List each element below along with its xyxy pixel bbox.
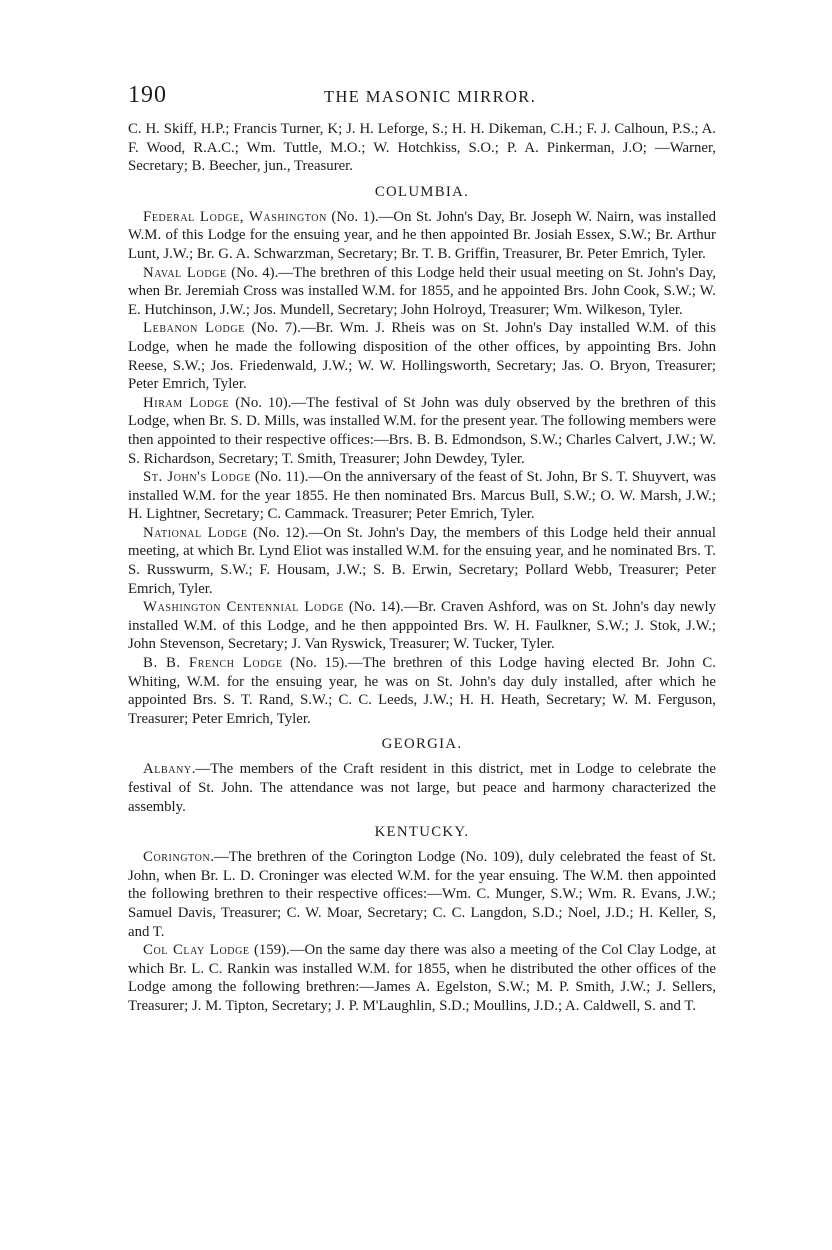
- lodge-name: Federal Lodge, Washington: [143, 208, 327, 225]
- lodge-paragraph: [128, 468, 716, 524]
- intro-paragraph: C. H. Skiff, H.P.; Francis Turner, K; J. H. Leforge, S.; H. H. Dikeman, C.H.; F. J. Calhoun, P.S.; A. F. Wood, R.A.C.; Wm. Tuttle, M.O.; W. Hotchkiss, S.O.; P. A. Pinkerman, J.O; —Warner, Secretary; B. Beecher, jun., Treasurer.: [128, 121, 716, 175]
- section-heading-georgia: GEORGIA.: [381, 736, 463, 753]
- lodge-name: Hiram Lodge: [143, 394, 230, 411]
- page-header: [128, 82, 718, 112]
- lodge-name: National Lodge: [143, 524, 248, 541]
- lodge-text: .—The members of the Craft resident in this district, met in Lodge to celebrate the festival of St. John. The attendance was not large, but peace and harmony characterized the assembly.: [128, 761, 716, 815]
- lodge-text: (159).—On the same day there was also a meeting of the Col Clay Lodge, at which Br. L. C. Rankin was installed W.M. for 1855, when he distributed the other offices of the Lodge among the following brethren:—James A. Egelston, S.W.; M. P. Smith, J.W.; J. Sellers, Treasurer; J. M. Tipton, Secretary; J. P. M'Laughlin, S.D.; Moullins, J.D.; A. Caldwell, S. and T.: [128, 942, 716, 1014]
- running-title: THE MASONIC MIRROR.: [324, 87, 537, 106]
- lodge-text: (No. 11).—On the anniversary of the feast of St. John, Br S. T. Shuyvert, was installed W.M. for the year 1855. He then nominated Brs. Marcus Bull, S.W.; O. W. Marsh, J.W.; H. Lightner, Secretary; C. Cammack. Treasurer; Peter Emrich, Tyler.: [128, 469, 716, 523]
- lodge-name: Albany: [143, 761, 192, 778]
- page-body: [128, 120, 716, 1016]
- lodge-text: (No. 12).—On St. John's Day, the members of this Lodge held their annual meeting, at which Br. Lynd Eliot was installed W.M. for the ensuing year, and he nominated Brs. T. S. Russwurm, S.W.; F. Housam, J.W.; S. B. Erwin, Secretary; Pollard Webb, Treasurer; Peter Emrich, Tyler.: [128, 524, 716, 597]
- lodge-text: (No. 1).—On St. John's Day, Br. Joseph W. Nairn, was installed W.M. of this Lodge for the ensuing year, and he then appointed Br. Josiah Essex, S.W.; Br. Arthur Lunt, J.W.; Br. G. A. Schwarzman, Secretary; Br. T. B. Griffin, Treasurer, Br. Peter Emrich, Tyler.: [128, 208, 716, 262]
- lodge-name: Col Clay Lodge: [143, 942, 250, 959]
- lodge-paragraph: [128, 848, 716, 941]
- lodge-text: (No. 14).—Br. Craven Ashford, was on St. John's day newly installed W.M. of this Lodge, and he then apppointed Brs. W. H. Faulkner, S.W.; J. Stok, J.W.; John Stevenson, Secretary; J. Van Ryswick, Treasurer; W. Tucker, Tyler.: [128, 599, 717, 653]
- lodge-paragraph: [128, 654, 716, 728]
- lodge-name: B. B. French Lodge: [143, 655, 283, 672]
- lodge-name: Naval Lodge: [143, 264, 227, 281]
- lodge-text: (No. 4).—The brethren of this Lodge held their usual meeting on St. John's Day, when Br. Jeremiah Cross was installed W.M. for 1855, and he appointed Brs. John Cook, S.W.; W. E. Hutchinson, J.W.; Jos. Mundell, Secretary; John Holroyd, Treasurer; Wm. Wilkeson, Tyler.: [128, 264, 716, 318]
- section-heading-kentucky: KENTUCKY.: [374, 824, 470, 841]
- lodge-paragraph: [128, 760, 716, 816]
- lodge-name: St. John's Lodge: [143, 469, 251, 486]
- lodge-text: .—The brethren of the Corington Lodge (No. 109), duly celebrated the feast of St. John, when Br. L. D. Croninger was elected W.M. for the year ensuing. The W.M. then appointed the following brethren to their respective offices:—Wm. C. Munger, S.W.; Wm. R. Evans, J.W.; Samuel Davis, Treasurer; C. W. Moar, Secretary; C. C. Langdon, S.D.; Noel, J.D.; H. Keller, S, and T.: [128, 849, 716, 940]
- lodge-paragraph: [128, 319, 716, 393]
- lodge-paragraph: [128, 598, 716, 654]
- lodge-name: Lebanon Lodge: [143, 320, 245, 337]
- lodge-paragraph: [128, 941, 716, 1015]
- section-heading-columbia: COLUMBIA.: [374, 183, 470, 200]
- lodge-paragraph: [128, 394, 716, 468]
- lodge-text: (No. 15).—The brethren of this Lodge having elected Br. John C. Whiting, W.M. for the ensuing year, he was on St. John's day duly installed, after which he appointed Brs. S. T. Rand, S.W.; C. C. Leeds, J.W.; H. H. Heath, Secretary; W. M. Ferguson, Treasurer; Peter Emrich, Tyler.: [128, 655, 717, 727]
- lodge-text: (No. 7).—Br. Wm. J. Rheis was on St. John's Day installed W.M. of this Lodge, when he made the following disposition of the other offices, by appointing Brs. John Reese, S.W.; Jos. Friedenwald, J.W.; W. W. Hollingsworth, Secretary; Jas. O. Bryon, Treasurer; Peter Emrich, Tyler.: [128, 320, 717, 393]
- lodge-name: Corington: [143, 849, 211, 866]
- lodge-paragraph: [128, 524, 716, 598]
- lodge-paragraph: [128, 264, 716, 320]
- lodge-text: (No. 10).—The festival of St John was duly observed by the brethren of this Lodge, when Br. S. D. Mills, was installed W.M. for the present year. The following members were then appointed to their respective offices:—Brs. B. B. Edmondson, S.W.; Charles Calvert, J.W.; W. S. Richardson, Secretary; T. Smith, Treasurer; John Dewdey, Tyler.: [128, 394, 716, 467]
- lodge-paragraph: [128, 208, 716, 264]
- page-number: 190: [128, 82, 167, 108]
- lodge-name: Washington Centennial Lodge: [143, 599, 345, 616]
